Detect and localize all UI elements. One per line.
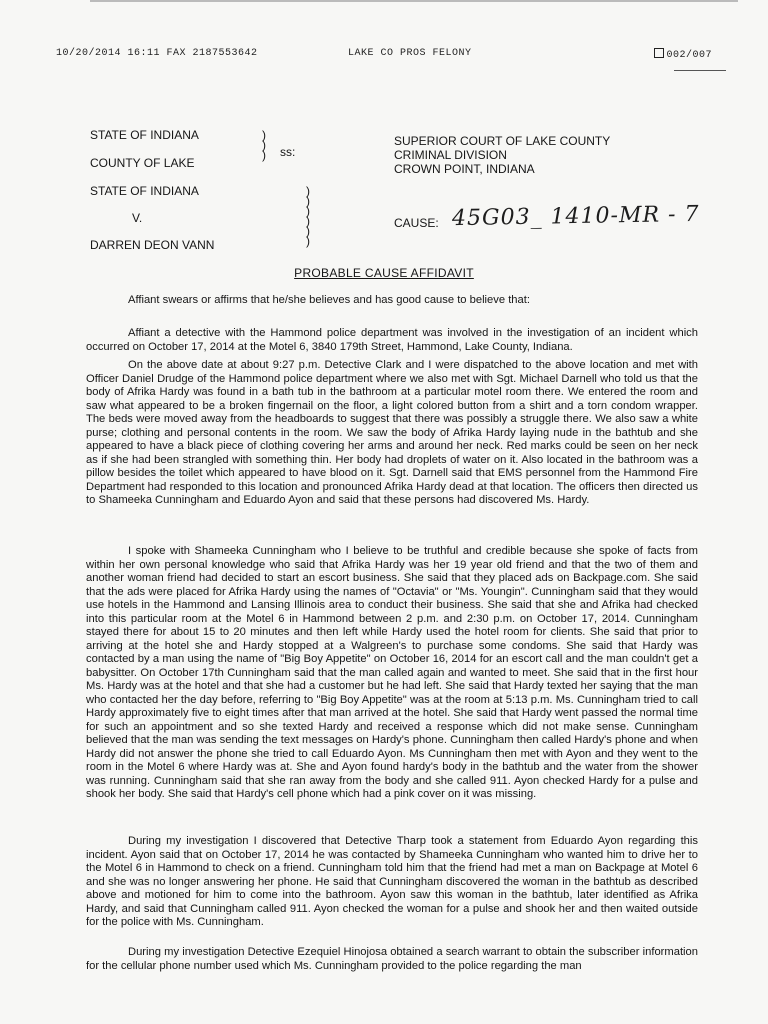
court-division: CRIMINAL DIVISION xyxy=(394,148,507,162)
venue-bracket: ) ) ) xyxy=(262,128,266,162)
court-location: CROWN POINT, INDIANA xyxy=(394,162,535,176)
fax-sender: LAKE CO PROS FELONY xyxy=(348,48,472,59)
fax-timestamp: 10/20/2014 16:11 FAX 2187553642 xyxy=(56,48,258,59)
fax-page-icon xyxy=(654,48,664,58)
caption-county: COUNTY OF LAKE xyxy=(90,156,195,170)
caption-defendant: DARREN DEON VANN xyxy=(90,238,215,252)
document-title: PROBABLE CAUSE AFFIDAVIT xyxy=(294,266,474,280)
paragraph-cunningham: I spoke with Shameeka Cunningham who I believe to be truthful and credible because she spoke of facts from within her own personal knowledge who said that Afrika Hardy was her 19 year old friend and that the two of them and another woman friend had decided to start an escort business. She said that they placed ads on Backpage.com. She said that the ads were placed for Afrika Hardy using the names of "Octavia" or "Ms. Youngin". Cunningham said that they would use hotels in the Hammond and Lansing Illinois area to conduct their business. She said that she and Afrika had checked into this particular room at the Motel 6 in Hammond between 2 p.m. and 2:30 p.m. on October 17, 2014. Cunningham stayed there for about 15 to 20 minutes and then left while Hardy used the hotel room for clients. She said that prior to arriving at the hotel she and Hardy stopped at a Walgreen's to purchase some condoms. She said that Hardy was contacted by a man using the name of "Big Boy Appetite" on October 16, 2014 for an escort call and the man couldn't get a babysitter. On October 17th Cunningham said that the man called again and wanted to meet. She said that in the first hour Ms. Hardy was at the hotel and that she had a customer but he had left. She said that Hardy texted her saying that the man who contacted her the day before, referring to "Big Boy Appetite" was at the room at 5:13 p.m. Ms. Cunningham tried to call Hardy approximately five to eight times after that man arrived at the hotel. She said that Hardy went passed the normal time for such an appointment and so she texted Hardy and received a response which did not make sense. Cunningham believed that the man was sending the text messages on Hardy's phone. Cunningham then called Hardy's phone and when Hardy did not answer the phone she tried to call Eduardo Ayon. Ms Cunningham then met with Ayon and they went to the room in the Motel 6 where Hardy was at. She and Ayon found hardy's body in the bathtub and the water from the shower was running. Cunningham said that she ran away from the body and she called 911. Ayon checked Hardy for a pulse and shook her body. She said that Hardy's cell phone which had a pink cover on it was missing. xyxy=(86,545,698,800)
header-rule xyxy=(674,70,726,71)
party-bracket: ) ) ) ) ) ) xyxy=(306,184,310,248)
fax-page-number: 002/007 xyxy=(666,50,712,61)
caption-state-venue: STATE OF INDIANA xyxy=(90,128,199,142)
caption-versus: V. xyxy=(132,211,143,225)
court-block xyxy=(394,134,610,176)
court-name: SUPERIOR COURT OF LAKE COUNTY xyxy=(394,134,611,148)
paragraph-incident: Affiant a detective with the Hammond police department was involved in the investigation of an incident which occurred on October 17, 2014 at the Motel 6, 3840 179th Street, Hammond, Lake County, Indiana. xyxy=(86,327,698,353)
cause-number-handwritten: 45G03_ 1410-MR - 7 xyxy=(451,201,700,232)
fax-page xyxy=(654,48,712,61)
caption-ss: ss: xyxy=(280,145,296,159)
paragraph-oath: Affiant swears or affirms that he/she believes and has good cause to believe that: xyxy=(128,294,530,306)
paragraph-scene: On the above date at about 9:27 p.m. Detective Clark and I were dispatched to the above location and met with Officer Daniel Drudge of the Hammond police department where we also met with Sgt. Michael Darnell who told us that the body of Afrika Hardy was found in a bath tub in the bathroom at a particular motel room there. We entered the room and saw what appeared to be a broken fingernail on the floor, a light colored button from a shirt and a torn condom wrapper. The beds were moved away from the headboards to suggest that there was possibly a struggle there. We also saw a white purse; clothing and personal contents in the room. We saw the body of Afrika Hardy laying nude in the bathtub and she appeared to have a black piece of clothing covering her arms and around her neck. Red marks could be seen on her neck as if she had been strangled with something thin. Her body had droplets of water on it. Also located in the bathroom was a pillow besides the toilet which appeared to have blood on it. Sgt. Darnell said that EMS personnel from the Hammond Fire Department had responded to this location and pronounced Afrika Hardy dead at that location. The officers then directed us to Shameeka Cunningham and Eduardo Ayon and said that these persons had discovered Ms. Hardy. xyxy=(86,359,698,506)
paragraph-warrant: During my investigation Detective Ezequiel Hinojosa obtained a search warrant to obtain the subscriber information for the cellular phone number used which Ms. Cunningham provided to the police regarding the man xyxy=(86,946,698,972)
paragraph-ayon: During my investigation I discovered that Detective Tharp took a statement from Eduardo Ayon regarding this incident. Ayon said that on October 17, 2014 he was contacted by Shameeka Cunningham who wanted him to drive her to the Motel 6 in Hammond to check on a friend. Cunningham told him that the friend had met a man on Backpage at Motel 6 and she was no longer answering her phone. He said that Cunningham discovered the woman in the bathtub as described above and motioned for him to come into the bathroom. Ayon saw this woman in the bathtub, later identified as Afrika Hardy, and said that Cunningham called 911. Ayon checked the woman for a pulse and shook her and then waited outside for the police with Ms. Cunningham. xyxy=(86,835,698,928)
caption-plaintiff: STATE OF INDIANA xyxy=(90,184,199,198)
scan-top-edge xyxy=(90,0,738,2)
cause-label: CAUSE: xyxy=(394,216,439,230)
